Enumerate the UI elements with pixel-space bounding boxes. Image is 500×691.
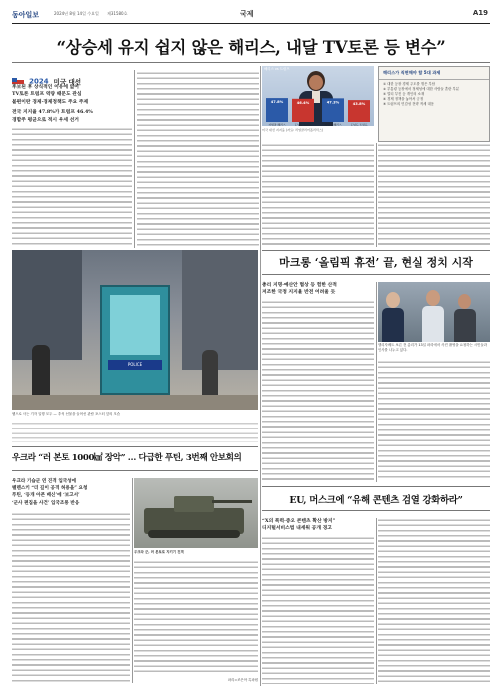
macron-body-col-2	[378, 360, 490, 480]
badge-year: 2024	[29, 77, 49, 86]
badge-label: 미국 대선	[53, 78, 82, 86]
main-body-col-2	[137, 71, 259, 247]
macron-body-col-1	[262, 300, 374, 480]
poll-bar-label: 47.8%	[270, 100, 284, 105]
page-number: A19	[472, 9, 488, 17]
eu-lead-2: 디지털서비스법 내세워 공개 경고	[262, 525, 332, 532]
subhead-1: 후보된 후 상식적인 이유에 없어	[12, 84, 79, 90]
macron-headline: 마크롱 ‘올림픽 휴전’ 끝, 현실 정치 시작	[279, 256, 473, 269]
subhead-3: 불편이란 경제·경제정책도 주요 주제	[12, 98, 89, 105]
poll-category-label: 도널드 트럼프	[294, 123, 312, 126]
divider-left-center	[134, 70, 135, 248]
poll-bar-label: 43.8%	[352, 102, 366, 107]
ukraine-head-rule	[12, 470, 258, 471]
ukraine-photo-caption: 우크라 군, 러 본토로 지키기 진격	[134, 550, 184, 554]
stat-line-2: 경합주 평균으로 적시 우세 선거	[12, 116, 79, 123]
street-caption-body	[12, 422, 258, 442]
macron-photo-caption: 엘리자베트 보른 전 총리가 13일 파리에서 사진 촬영을 요청하는 시민들과 인사를 나누고 있다.	[378, 343, 487, 352]
macron-lead-2: 저조한 국정 지지율 반전 어려울 듯	[262, 289, 336, 296]
paper-name: 동아일보	[12, 11, 40, 19]
section-name: 국제	[240, 10, 254, 18]
poll-chart-svg	[262, 82, 374, 126]
poll-chart-b	[322, 98, 370, 126]
poll-bar-label: 47.3%	[326, 100, 340, 105]
issue-date: 2024년 8월 14일 수요일	[54, 11, 99, 16]
main-body-col-1	[12, 127, 132, 247]
divider-eu	[376, 518, 377, 684]
eu-body-col-1	[262, 536, 374, 684]
stat-line-1: 전국 지지율 47.8%가 트럼프 46.4%	[12, 109, 93, 116]
ukraine-headline: 우크라 “러 본토 1000㎢ 장악” … 다급한 푸틴, 3번째 안보회의	[12, 453, 242, 463]
election-badge	[12, 71, 102, 86]
poll-bar-label: 46.4%	[296, 100, 310, 105]
poll-category-label: 도널드 트럼프	[350, 123, 368, 126]
divider-center-right	[260, 66, 261, 686]
ukraine-lead-4: ‘군사 편집을 사건’ 입국조통 반응	[12, 500, 80, 506]
challenge-item: ② 부통령 등장에서 정체성에 대한 사람들 혼란 부분	[383, 87, 460, 91]
masthead	[12, 8, 490, 22]
poll-chart-a	[266, 98, 314, 126]
issue-number: 제31580호	[107, 11, 128, 16]
divider-macron	[376, 282, 377, 482]
ukraine-photo	[134, 478, 258, 548]
challenge-item: ⑤ 트럼프의 민감성 전략 적세 대응	[383, 102, 435, 106]
eu-head-rule	[262, 510, 490, 511]
main-body-col-4	[378, 143, 490, 247]
ukraine-byline: 파리=조은아 특파원	[227, 678, 258, 682]
ukraine-body-col-2	[134, 560, 258, 675]
challenge-box	[378, 66, 490, 142]
street-photo: POLICE	[12, 250, 258, 410]
ukraine-lead-2: 벨렌스키 “더 깊이 공격 허용을” 요청	[12, 486, 88, 492]
ukraine-lead-3: 푸틴, ‘등개 아픈 배신’에 ‘보고서’	[12, 493, 80, 499]
eu-lead-1: “X의 폭력·증오 콘텐츠 확산 방지”	[262, 518, 336, 524]
divider-right	[376, 143, 377, 247]
masthead-rule	[12, 23, 490, 24]
challenge-item: ④ 경제 정책을 놓아서 긍정	[383, 97, 424, 101]
poll-category-label: 카멀라 해리스	[324, 123, 342, 126]
eu-top-rule	[262, 486, 490, 487]
macron-photo	[378, 282, 490, 342]
ukraine-leads	[12, 478, 130, 507]
macron-lead-1: 총리 지명·예산안 협상 등 험한 산적	[262, 282, 337, 288]
challenge-list	[379, 80, 489, 109]
challenge-item: ① 대한 등장 경제 주도를 꺾은 부담	[383, 82, 436, 86]
subhead-2: TV토론 트럼프 역량 때문도 관심	[12, 91, 82, 98]
macron-leads	[262, 282, 382, 297]
eu-leads	[262, 518, 382, 533]
main-body-col-3	[262, 143, 374, 247]
divider-ukraine	[132, 478, 133, 683]
headline-rule	[12, 62, 490, 63]
eu-body-col-2	[378, 518, 490, 684]
macron-top-rule	[262, 250, 490, 251]
eu-headline: EU, 머스크에 “유해 콘텐츠 검열 강화하라”	[289, 495, 463, 506]
ukraine-body-col-1	[12, 512, 130, 682]
street-photo-caption: 웹으로 사는 기자 일행 모두 — 추석 선물을 들어선 관람 포스터 앞의 모습	[12, 412, 121, 416]
challenge-box-title: 해리스가 직면해야 할 5대 과제	[379, 67, 489, 80]
main-headline: “상승세 유지 쉽지 않은 해리스, 내달 TV토론 등 변수”	[56, 38, 446, 57]
macron-head-rule	[262, 274, 490, 275]
poll-category-label: 카멀라 해리스	[268, 123, 286, 126]
ukraine-top-rule	[12, 446, 258, 447]
chart-title: 미국 대선 지지율 (자료: 리얼클리어폴리틱스)	[262, 128, 324, 132]
challenge-item: ③ 멀티 부진 등 개인의 소재	[383, 92, 425, 96]
main-subheads	[12, 84, 130, 124]
chart-note: 해리스 vs 트럼프	[264, 67, 290, 71]
ukraine-lead-1: 우크라 기습군 연 진격 입국성에	[12, 479, 77, 484]
